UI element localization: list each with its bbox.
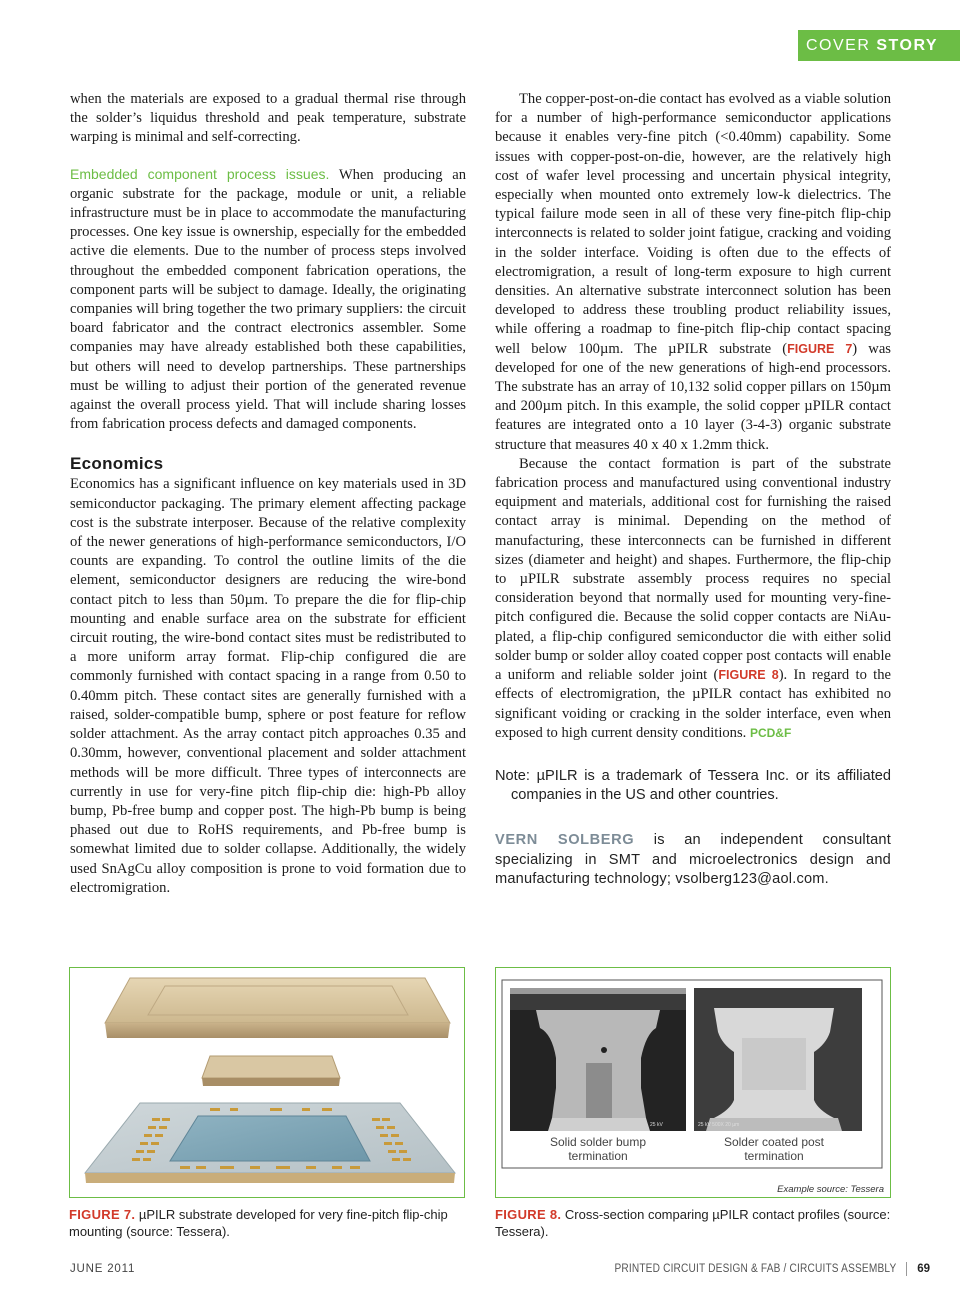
right-column [495, 90, 891, 889]
label-coated-post-termination: termination [744, 1149, 804, 1163]
right-paragraph-2: Because the contact formation is part of the substrate fabrication process and manufactured using conventional industry equipment and materials, additional cost for furnishing the raised contact array is minimal. Depending on the method of manufacturing, these interconnects can be furnished in different sizes (diameter and height) and shapes. Furthermore, the flip-chip to µPILR substrate assembly process requires no special consideration beyond that normally used for mounting very-fine-pitch configured die. Because the solid copper contacts are NiAu-plated, a flip-chip configured semiconductor die with either solid solder bump or solder alloy coated copper post contacts will enable a uniform and reliable solder joint (FIGURE 8). In regard to the effects of electromigration, the µPILR contact has exhibited no significant voiding or cracking in the solder interface, even when exposed to high current density conditions. PCD&F [495, 455, 891, 741]
sem-left-readout: 25 kV [650, 1122, 663, 1128]
page-footer [576, 1262, 930, 1276]
sem-right-readout: 25 kV 500X 20 µm [698, 1122, 740, 1128]
cross-section-micrographs [496, 968, 890, 1197]
section-tag-light: COVER [806, 37, 871, 54]
sem-panel-solder-coated-post [694, 988, 862, 1131]
page-number: 69 [917, 1263, 930, 1275]
author-bio-text: is an independent consultant specializing in SMT and microelectronics design and manufacturing technology; vsolberg123@aol.com. [495, 832, 891, 887]
figure-8-caption [495, 1206, 891, 1240]
figure-7-image [69, 967, 465, 1198]
publication-name: PRINTED CIRCUIT DESIGN & FAB / CIRCUITS ASSEMBLY [614, 1263, 897, 1275]
figure-8-caption-text: Cross-section comparing µPILR contact profiles (source: Tessera). [495, 1207, 891, 1239]
right-paragraph-1: The copper-post-on-die contact has evolved as a viable solution for a number of high-performance semiconductor applications because it enables very-fine pitch (<0.40mm) capability. Some issues with copper-post-on-die, however, are the relatively high cost of wafer level processing and uncertain physical integrity, especially when mounted onto extremely low-k dielectrics. The typical failure mode seen in all of these very fine-pitch flip-chip interconnects is related to solder joint fatigue, cracking and voiding in the solder interface. Voiding is often due to the effects of electromigration, a result of long-term exposure to high current densities. An alternative substrate interconnect solution has been developed to address these troubling product reliability issues, while offering a roadmap to fine-pitch flip-chip contact spacing well below 100µm. The µPILR substrate (FIGURE 7) was developed for one of the new generations of high-end processors. The substrate has an array of 10,132 solid copper pillars on 150µm and 200µm pitch. In this example, the solid copper µPILR contact features are integrated onto a 10 layer (3-4-3) organic substrate structure that measures 40 x 40 x 1.2mm thick. [495, 91, 891, 453]
figure-7-caption [69, 1206, 465, 1240]
label-solder-coated-post: Solder coated post [723, 1135, 825, 1149]
issue-date: JUNE 2011 [70, 1263, 136, 1275]
heat-spreader-lid [105, 978, 450, 1038]
author-bio [495, 831, 891, 889]
section-tag-bold: STORY [876, 37, 939, 54]
figure-8-source-note: Example source: Tessera [777, 1184, 884, 1195]
label-solid-solder-termination: termination [568, 1149, 628, 1163]
left-paragraph-1: when the materials are exposed to a gradual thermal rise through the solder’s liquidus threshold and peak temperature, substrate warping is minimal and self-correcting. [70, 91, 466, 146]
economics-heading: Economics [70, 454, 164, 474]
upilr-substrate [85, 1103, 455, 1183]
figure-7-reference[interactable]: FIGURE 7 [787, 341, 853, 356]
footer-divider [906, 1262, 907, 1276]
left-paragraph-2-body: When producing an organic substrate for the package, module or unit, a reliable infrastructure must be in place to accommodate the manufacturing processes. One key issue is ownership, especially for the embedded active die elements. Due to the number of process steps involved throughout the embedded component fabrication operations, the component parts will be subject to damage. Ideally, the originating companies will bring together the two primary suppliers: the circuit board fabricator and the contract electronics assembler. Some companies may have already established both these capabilities, but others will need to develop partnerships. These partnerships must be willing to adjust their portion of the generated revenue against the overall process yield. That will include sharing losses from fabrication process defects and damaged components. [70, 166, 466, 433]
figure-8-label: FIGURE 8. [495, 1207, 562, 1222]
figure-7-caption-text: µPILR substrate developed for very fine-pitch flip-chip mounting (source: Tessera). [69, 1207, 448, 1239]
substrate-exploded-illustration [70, 968, 464, 1197]
trademark-note: Note: µPILR is a trademark of Tessera Inc. or its affiliated companies in the US and other countries. [495, 767, 891, 804]
semiconductor-die [202, 1056, 340, 1086]
embedded-issues-lead: Embedded component process issues. [70, 165, 330, 182]
section-tag [798, 30, 960, 61]
left-paragraph-2 [70, 165, 466, 435]
figure-7-label: FIGURE 7. [69, 1207, 136, 1222]
author-name: VERN SOLBERG [495, 832, 635, 849]
left-paragraph-3: Economics has a significant influence on key materials used in 3D semiconductor packaging. The primary element affecting package cost is the substrate interposer. Because of the relative complexity of the newer generations of high-performance semiconductors, I/O counts are expanding. To control the outline limits of the die element, semiconductor designers are reducing the wire-bond contact pitch to less than 50µm. To prepare the die for flip-chip mounting and enable surface area on the substrate for efficient circuit routing, the wire-bond contact sites must be redistributed to a more uniform array format. Flip-chip configured die are commonly furnished with contact spacing in a range from 0.50 to 0.40mm pitch. These contact sites are generally furnished with a raised, solder-compatible bump, sphere or post feature for reflow solder attachment. As the array contact pitch approaches 0.35 and 0.30mm, however, conventional placement and solder attachment methods will be more difficult. Three types of interconnects are currently in use for very-fine pitch flip-chip die: high-Pb alloy bump, Pb-free bump and copper post. The high-Pb bump is being phased out due to RoHS requirements, and Pb-free bump is somewhat limited due to solder collapse. Additionally, the widely used SnAgCu alloy composition is prone to void formation due to electromigration. [70, 476, 466, 896]
end-mark: PCD&F [749, 725, 792, 740]
left-column [70, 90, 466, 898]
sem-panel-solid-solder-bump [510, 988, 686, 1131]
figure-8-reference[interactable]: FIGURE 8 [718, 668, 779, 683]
label-solid-solder-bump: Solid solder bump [549, 1135, 647, 1149]
figure-8-image [495, 967, 891, 1198]
